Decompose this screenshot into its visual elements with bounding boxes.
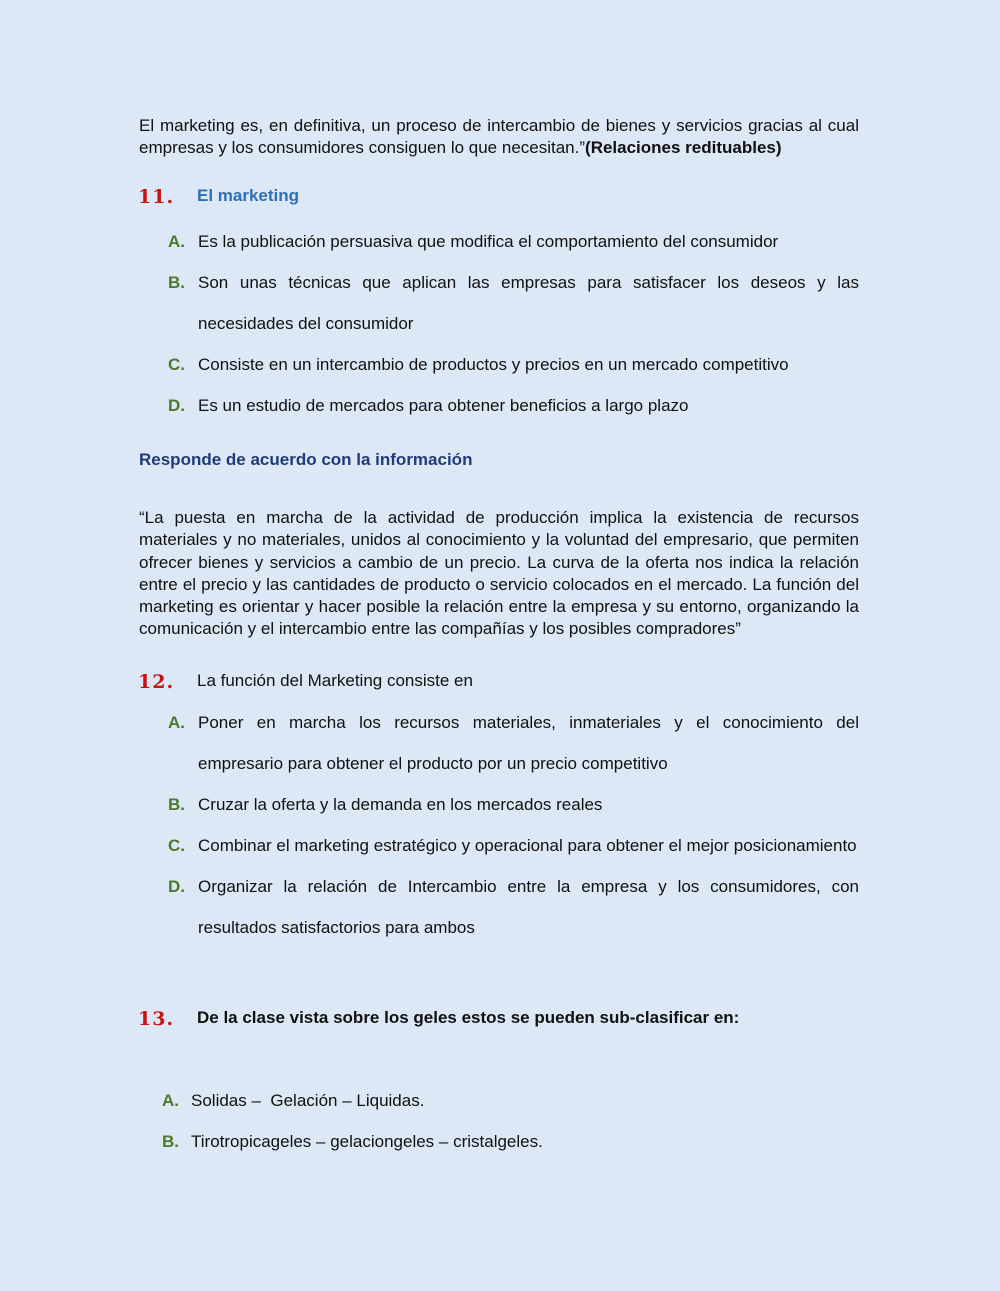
option-text: Tirotropicageles – gelaciongeles – cristalgeles. [191,1132,543,1151]
option-letter: B. [168,795,185,814]
question-13-title: De la clase vista sobre los geles estos se pueden sub-clasificar en: [197,1008,740,1027]
question-12-options [168,702,859,948]
option-11-a[interactable] [168,221,859,262]
option-11-b[interactable] [168,262,859,344]
question-11-number: 11. [138,186,175,208]
option-text: Combinar el marketing estratégico y operacional para obtener el mejor posicionamiento [198,836,857,855]
intro-text: El marketing es, en definitiva, un proceso de intercambio de bienes y servicios gracias al cual empresas y los consumidores consiguen lo que necesitan.” [139,116,859,158]
option-text: Consiste en un intercambio de productos y precios en un mercado competitivo [198,355,789,374]
option-13-b[interactable] [162,1121,859,1162]
quote-paragraph: “La puesta en marcha de la actividad de producción implica la existencia de recursos materiales y no materiales, unidos al conocimiento y la voluntad del empresario, que permiten ofrecer bienes y servicios a cambio de un precio. La curva de la oferta nos indica la relación entre el precio y las cantidades de producto o servicio colocados en el mercado. La función del marketing es orientar y hacer posible la relación entre la empresa y su entorno, organizando la comunicación y el intercambio entre las compañías y los posibles compradores” [139,508,859,639]
option-12-a[interactable] [168,702,859,784]
option-text: Es un estudio de mercados para obtener beneficios a largo plazo [198,396,689,415]
option-text: Poner en marcha los recursos materiales, inmateriales y el conocimiento del empresario para obtener el producto por un precio competitivo [198,713,859,773]
question-13-options [162,1080,859,1162]
option-letter: A. [168,232,185,251]
intro-bold-citation: (Relaciones redituables) [585,138,782,158]
option-text: Cruzar la oferta y la demanda en los mercados reales [198,795,603,814]
option-text: Son unas técnicas que aplican las empresas para satisfacer los deseos y las necesidades del consumidor [198,273,859,333]
option-letter: A. [162,1091,179,1110]
question-11-options [168,221,859,426]
option-12-b[interactable] [168,784,859,825]
question-13-number: 13. [138,1008,175,1030]
option-letter: C. [168,836,185,855]
option-letter: A. [168,713,185,732]
option-12-c[interactable] [168,825,859,866]
option-13-a[interactable] [162,1080,859,1121]
option-letter: B. [168,273,185,292]
option-text: Organizar la relación de Intercambio entre la empresa y los consumidores, con resultados satisfactorios para ambos [198,877,859,937]
option-text: Solidas – Gelación – Liquidas. [191,1091,425,1110]
question-12-title: La función del Marketing consiste en [197,671,473,690]
intro-paragraph [139,115,859,160]
option-text: Es la publicación persuasiva que modifica el comportamiento del consumidor [198,232,779,251]
question-12-number: 12. [138,671,175,693]
option-12-d[interactable] [168,866,859,948]
option-letter: B. [162,1132,179,1151]
option-letter: D. [168,396,185,415]
question-11-title: El marketing [197,186,300,205]
option-letter: D. [168,877,185,896]
option-11-d[interactable] [168,385,859,426]
option-11-c[interactable] [168,344,859,385]
option-letter: C. [168,355,185,374]
section-title: Responde de acuerdo con la información [139,450,473,469]
